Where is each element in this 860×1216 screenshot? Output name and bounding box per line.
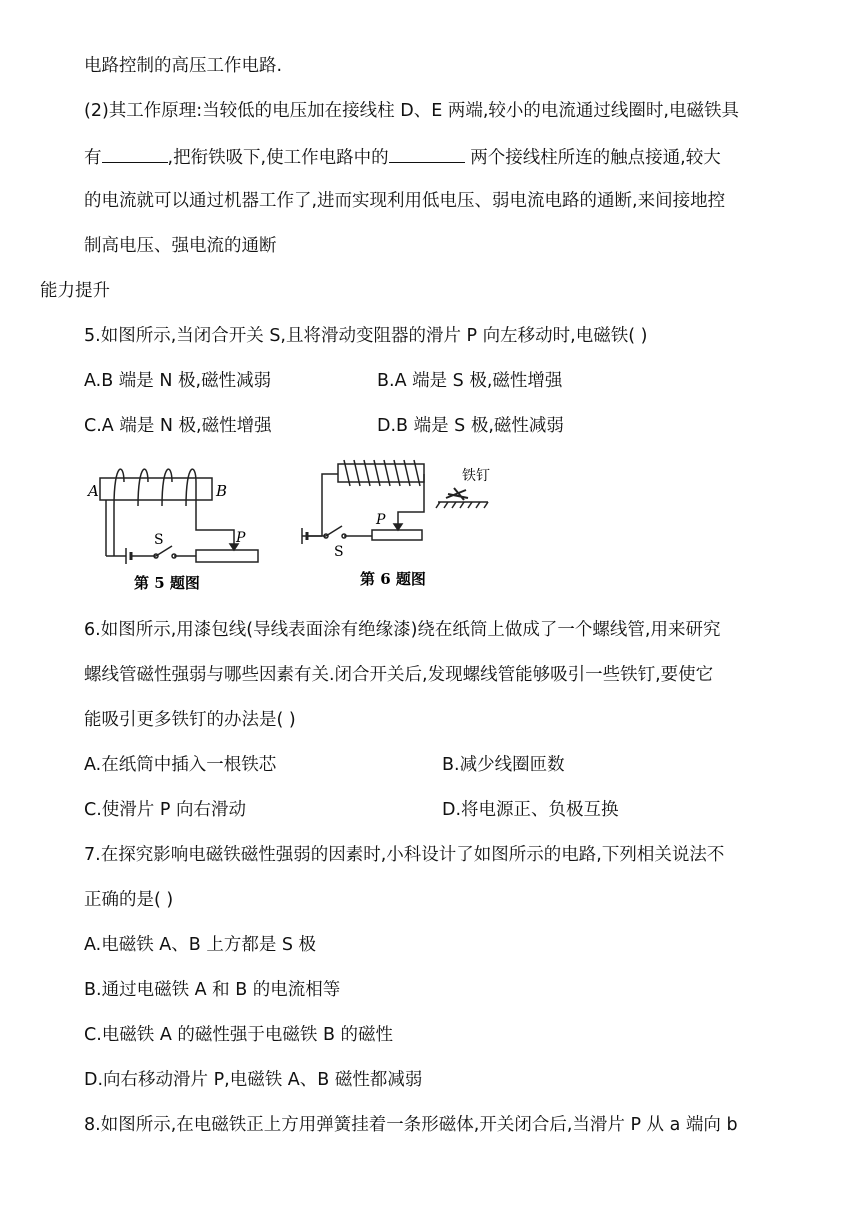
q6-option-b: B.减少线圈匝数: [442, 755, 565, 775]
q4-line-0: 电路控制的高压工作电路.: [84, 56, 283, 76]
fig5-label-b: B: [216, 482, 228, 500]
q5-option-a: A.B 端是 N 极,磁性减弱: [84, 371, 272, 391]
q4-line-4: 制高电压、强电流的通断: [84, 236, 277, 256]
q4-line-2-start: 有: [84, 148, 102, 168]
q4-line-2-end: 两个接线柱所连的触点接通,较大: [464, 148, 721, 168]
answer-blank-2[interactable]: [389, 144, 465, 163]
answer-blank-1[interactable]: [102, 144, 168, 163]
q6-stem-line-3: 能吸引更多铁钉的办法是( ): [84, 710, 296, 730]
q7-option-a: A.电磁铁 A、B 上方都是 S 极: [84, 935, 317, 955]
q7-stem-line-2: 正确的是( ): [84, 890, 174, 910]
q4-line-2: [84, 144, 721, 170]
section-title: 能力提升: [40, 281, 110, 301]
fig6-label-s: S: [334, 544, 344, 560]
q7-option-b: B.通过电磁铁 A 和 B 的电流相等: [84, 980, 341, 1000]
q6-option-d: D.将电源正、负极互换: [442, 800, 619, 820]
fig6-label-p: P: [376, 512, 386, 528]
figure-5-electromagnet-circuit: [84, 452, 274, 594]
q8-stem-line-1: 8.如图所示,在电磁铁正上方用弹簧挂着一条形磁体,开关闭合后,当滑片 P 从 a 端向 b: [84, 1115, 738, 1135]
fig5-label-p: P: [236, 530, 246, 546]
figure-6-solenoid-nails: [298, 452, 518, 594]
q7-option-d: D.向右移动滑片 P,电磁铁 A、B 磁性都减弱: [84, 1070, 423, 1090]
q4-line-1: (2)其工作原理:当较低的电压加在接线柱 D、E 两端,较小的电流通过线圈时,电磁铁具: [84, 101, 739, 121]
fig5-label-a: A: [88, 482, 99, 500]
fig5-label-s: S: [154, 532, 164, 548]
q5-option-b: B.A 端是 S 极,磁性增强: [377, 371, 563, 391]
q6-option-c: C.使滑片 P 向右滑动: [84, 800, 246, 820]
q6-stem-line-1: 6.如图所示,用漆包线(导线表面涂有绝缘漆)绕在纸筒上做成了一个螺线管,用来研究: [84, 620, 721, 640]
q6-stem-line-2: 螺线管磁性强弱与哪些因素有关.闭合开关后,发现螺线管能够吸引一些铁钉,要使它: [84, 665, 714, 685]
q7-stem-line-1: 7.在探究影响电磁铁磁性强弱的因素时,小科设计了如图所示的电路,下列相关说法不: [84, 845, 725, 865]
fig5-caption: 第 5 题图: [134, 574, 200, 592]
fig6-label-nail: 铁钉: [462, 468, 490, 484]
fig5-core: [100, 478, 212, 500]
q6-option-a: A.在纸筒中插入一根铁芯: [84, 755, 277, 775]
q4-line-3: 的电流就可以通过机器工作了,进而实现利用低电压、弱电流电路的通断,来间接地控: [84, 191, 726, 211]
q5-stem: 5.如图所示,当闭合开关 S,且将滑动变阻器的滑片 P 向左移动时,电磁铁( ): [84, 326, 648, 346]
fig6-caption: 第 6 题图: [360, 570, 426, 588]
q5-option-c: C.A 端是 N 极,磁性增强: [84, 416, 272, 436]
q5-option-d: D.B 端是 S 极,磁性减弱: [377, 416, 564, 436]
q7-option-c: C.电磁铁 A 的磁性强于电磁铁 B 的磁性: [84, 1025, 394, 1045]
q4-line-2-middle: ,把衔铁吸下,使工作电路中的: [167, 148, 389, 168]
